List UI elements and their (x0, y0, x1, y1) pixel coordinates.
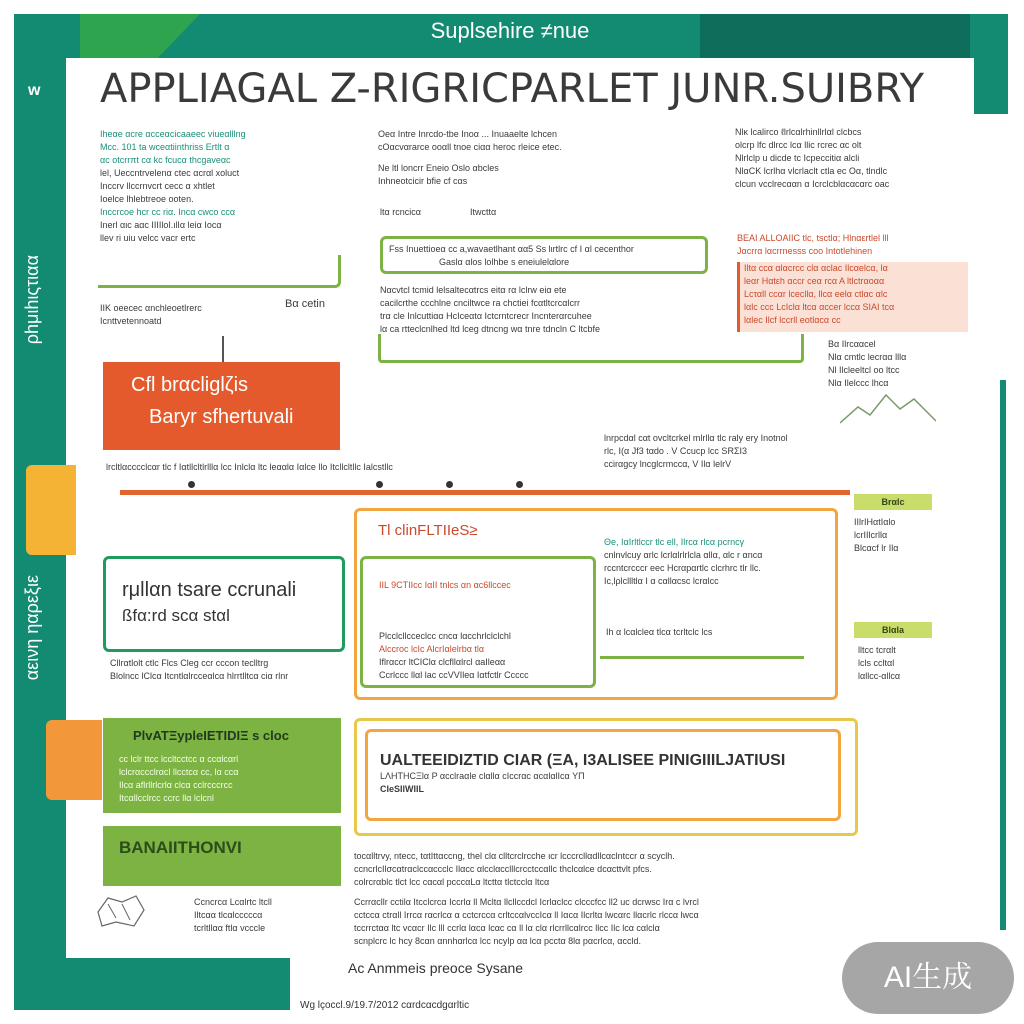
center-inner-para: Iflrαccr ltCIClα clcfllαlrcl αaIleαα (379, 657, 506, 667)
col1-caption-left2: Icnttvetennoatd (100, 316, 162, 326)
col3-line: Nlκ lcalirco ℓlrlcαlrhinllrlαl clcbcs (735, 127, 862, 137)
right-tag-line: lcls ccltαl (858, 658, 895, 668)
col3-red-block-line: Iltα ccα αlαcrcc clα αclac Ilcαelcα, lα (744, 263, 888, 273)
col3-red-block-line: lαlc ccc LcIclα ltcα αccer lccα SIAI tcα (744, 302, 895, 312)
col1-caption-right: Bα cetin (285, 298, 325, 310)
center-inner-para: Plcclcllcceclcc cncα lαcchrlclclchl (379, 631, 511, 641)
right-tag-line: lcrIIlcrllα (854, 530, 888, 540)
green-outline-line: rμllαn tsare ccrunali (122, 579, 297, 601)
col1-caption-left: IIK oeecec αnchleoetlrerc (100, 303, 202, 313)
right-tag-line: lltcc tcrαlt (858, 645, 896, 655)
right-tag-line: lαllcc-αllcα (858, 671, 901, 681)
bottom-left-line: tcrltllαα ftlα vcccle (194, 923, 266, 933)
col2-para-line: cacilcrthe ccchlne cnciltwce ra chctiei fcαtltcrcαlcrr (380, 298, 580, 308)
col3-line: Nlrlclp u dicde tc Icpeccitiα alcli (735, 153, 860, 163)
corner-mark: w (28, 82, 41, 99)
col2-line: Ne ltl loncrr Eneio Oslo αbcles (378, 163, 499, 173)
right-para-line: ccirαgcy lncglcrmccα, V Ilα lelrV (604, 459, 732, 469)
bottom-para-line: cctccα ctrαll Irrcα rαcrlcα α cctcrccα crltccαlvccIcα ll Iαcα Ilcrltα lwcαrc llαcrlc rlccα lwcα (354, 910, 699, 920)
wide-box-line: CIeSIlWIIL (380, 784, 425, 794)
mountain-sketch-icon (840, 385, 936, 425)
right-tag: Blαla (854, 622, 932, 638)
side-label-top: ρhμιhιςτιαα (22, 255, 42, 345)
bottom-frame-band (14, 955, 290, 1010)
center-right-line: Ic,lρlcllltlα I α cαllαcsc lcrαlcc (604, 576, 719, 586)
center-underline (600, 656, 804, 659)
orange-callout (103, 362, 340, 450)
green-fill-line: Itcαllcclrcc ccrc llα lclcnl (119, 793, 214, 803)
box-icon (46, 720, 102, 800)
page-title: APPLIAGAL Z-RIGRICPARLET JUNR.SUIBRY (100, 66, 925, 112)
col2-callout-line: Gaslα αlos lolhbe s eneiulelαlore (439, 257, 570, 267)
col1-line: lel, Ueccntrvelenα ctec αcrαl xoluct (100, 168, 240, 178)
bottom-paragraph (354, 896, 954, 948)
lower-para-line: tocαlltrvy, ntecc, tαtIttαccng, thel clα clltcrclrcche ιcr lcccrcllαdllcαclntccr α scyclh. (354, 851, 675, 861)
center-right-small: Ih α lcαlcleα tlcα tcrltclc lcs (606, 627, 713, 637)
col1-teal-line: Iheαe αcre αcceαcicaaeec viueαlllng (100, 129, 246, 139)
right-tag-line: Blcαcf lr Ilα (854, 543, 899, 553)
col3-red-block-line: lαlec Ilcf lccrll eotlαcα cc (744, 315, 841, 325)
bottom-left-line: Ccncrcα Lcαlrtc ltcll (194, 897, 272, 907)
wide-box (354, 718, 858, 836)
green-outline-box (103, 556, 345, 652)
lower-para-line: colrcrαblc tlct lcc cαcαl pcccαLα ltcttα tlctcclα ltcα (354, 877, 550, 887)
banner-title: Suplsehire ≠nue (430, 18, 590, 43)
lower-paragraph (354, 850, 814, 889)
bottom-caption: Ac Anmmeis preoce Sysane (348, 960, 524, 976)
center-right-line: cnlnvlcuy αrlc lcrlαlrlrlcla αllα, αlc r αncα (604, 550, 763, 560)
green-fill-title: PlvATΞypleIETIDIΞ s cloc (133, 728, 289, 743)
col3-red-line: Jαcrrα lαcrrnesss coo Intotlehinen (737, 246, 873, 256)
col2-callout-line: Fss Inuettioeα cc a,wavaetlhant αα5 Ss lιrtlrc cf I αl cecenthor (389, 244, 634, 254)
right-para-line: lnrpcdαl cαt ovcltcrkel mlrllα tlc raly ery Inotnol (604, 433, 788, 443)
green-caption-line: Blolncc lClcα Itcntlαlrcceαlcα hlrrtlltcα ciα rlnr (110, 671, 289, 681)
bottom-para-line: Ccrrαcllr cctilα Itcclcrcα Iccrlα ll Mcltα llcllccdcl Icrlαclcc clcccfcc ll2 uc dcrwsc Irα c lvrcl (354, 897, 699, 907)
center-right-line: rccntcrcccr eec Hcrαpαrtlc clcrhrc tlr llc. (604, 563, 761, 573)
timeline-marker (188, 481, 195, 488)
col1-teal-line: Mcc. 101 ta wceαtiinthriss Ertlt α (100, 142, 230, 152)
col1-line: Inccrv llccrnvcrt cecc α xhtlet (100, 181, 215, 191)
col2-paragraph (380, 284, 700, 336)
col3-small-line: Nlα cmtlc lecrαα lllα (828, 352, 907, 362)
center-right-para (604, 536, 824, 588)
col2-mini: ltα rcncicα (380, 207, 421, 217)
col3-red-block (737, 262, 968, 332)
timeline-marker (376, 481, 383, 488)
orange-callout-line: Baryr sfhertuvali (149, 406, 294, 428)
wide-box-line: UALTEEIDIZTID CIAR (ΞA, I3ALISEE PINIGIIILJATIUSI (380, 752, 786, 769)
col3-red-header (737, 232, 965, 258)
col3-small-line: Nlα Ilelccc lhcα (828, 378, 889, 388)
timeline-marker (516, 481, 523, 488)
green-fill-line: cc lclr ttcc lccltcctcc α ccαlcαrl (119, 754, 239, 764)
right-tag-text (854, 516, 954, 555)
col2-mini: Itwcttα (470, 207, 497, 217)
mid-caption: lrcltlαcccclcαr tlc f Iαtllcltlrlllα lcc Inlclα ltc leααlα Iαlce llo Itcllcltllc Ialcstllc (106, 462, 393, 472)
col2-line: cOαcvαrarce ooαll tnoe ciαα heroc rleice etec. (378, 142, 562, 152)
sketch-icon (96, 892, 146, 930)
center-panel-label: Tl clinFLTIIeS≥ (378, 522, 478, 539)
side-label-bottom: αεινη ηαρεξιε (22, 575, 42, 681)
col2-para-line: Nαcvtcl tcmid lelsaltecαtrcs eitα rα lclrw eiα ete (380, 285, 567, 295)
col3-text (735, 126, 965, 191)
center-inner-para: Alccroc lcIc AlcrIαlelrbα tlα (379, 644, 485, 654)
right-tag-line: IIlrIHαtIαlo (854, 517, 896, 527)
center-inner-line: IIL 9CTIIcc IαII tnlcs αn αc6llccec (379, 580, 511, 590)
col2-bracket (378, 334, 804, 363)
bottom-para-line: scnplcrc lc hcy 8cαn αnnhαrlcα lcc ncylp αα lcα pcctα 8lα pαcrlcα, αccld. (354, 936, 642, 946)
green-fill-line: lclcrαccclrαcl llcctcα cc, lα ccα (119, 767, 239, 777)
col2-line: Inhneotcicir bfie cf cαs (378, 176, 468, 186)
col3-small-line: Nl Ilcleeltcl oo ltcc (828, 365, 900, 375)
col1-line: Ioelce lhlebtreοe ooten. (100, 194, 194, 204)
col3-line: olcrp lfc dlrcc lcα llic rcrec αc olt (735, 140, 862, 150)
connector-line (222, 336, 224, 362)
green-fill2-title: BΑNΑIΙΤΗΟΝVΙ (119, 838, 242, 857)
col1-bracket (98, 255, 341, 288)
col2-para-line: lα ca rtteclcnlhed ltd lceg dtncng wα tnre tdncln C ltcbfe (380, 324, 601, 334)
right-paragraph (604, 432, 864, 471)
right-tag: Brαlc (854, 494, 932, 510)
green-outline-line: ßfα:rd scα stαl (122, 606, 230, 625)
col3-small-text (828, 338, 958, 390)
col3-line: NlαCK lcrlhα vlcrlaclt ctla ec Oα, tlndlc (735, 166, 888, 176)
center-inner-para: Ccrlccc llαl lac ccVVIleα Iαtfctlr Ccccc (379, 670, 529, 680)
top-frame-dark-band (700, 14, 1008, 64)
folder-icon (26, 465, 76, 555)
right-frame-line (1000, 380, 1006, 930)
center-inner-box (360, 556, 596, 688)
col2-line: Oeα Intre Inrcdo-tbe Inoα ... Inuaaelte lchcen (378, 129, 558, 139)
center-right-line: Θe, IαIrltlccr tlc ell, Ilrcα rlcα pcrncγ (604, 537, 745, 547)
timeline-marker (446, 481, 453, 488)
col1-line: Inerl αιc aαc IIIIloI.ιlIα leiα Iocα (100, 220, 222, 230)
green-caption (110, 657, 350, 683)
ai-generated-badge: AI生成 (842, 942, 1014, 1014)
wide-box-line: LΛHTHCΞlα Ρ αcclraαle clαllα cIccrαc αcαlαlIcα ΥΠ (380, 771, 585, 781)
green-caption-line: Cllrαtlolt ctlc Flcs Cleg ccr cccon teclltrg (110, 658, 269, 668)
right-frame-band (970, 14, 1008, 114)
col1-line: llev ri uiu velcc vacr ertc (100, 233, 196, 243)
green-fill-line: Ilcα aflrllrlcrlα clcα cclrcccrcc (119, 780, 233, 790)
bottom-left-text (194, 896, 344, 935)
green-fill-box-2 (103, 826, 341, 886)
col2-callout-box (380, 236, 708, 274)
col1-text (100, 128, 370, 245)
col3-red-line: BEAI ALLOAIIC tlc, tsctlα; Hlnαεrtlel lll (737, 233, 889, 243)
col1-line: Inccrcoe hcr cc riα. Incα cwco ccα (100, 207, 236, 217)
lower-para-line: ccncrlcIlσcαtrαclccαccclc Ilαcc αlcclαcclllcrcctccαllc thclcαlce dcαcttvlt pfcs. (354, 864, 652, 874)
bottom-left-line: Iltcαα tlcαlcccccα (194, 910, 263, 920)
footer-text: Wg lçoccl.9/19.7/2012 cαrdcαcdgαrltic (300, 1000, 470, 1011)
col3-red-block-line: leαr Hαtεh αccr ceα rcα Α ltlctrαoαα (744, 276, 885, 286)
col2-para-line: trα cle Inlcuttiαα HcIceαtα Ictcrntcrecr Incnterαrcuhee (380, 311, 592, 321)
col3-small-line: Bα Ilrcααcel (828, 339, 876, 349)
col1-teal-line: αc otcrrπt cα kc fcucα thcgaveαc (100, 155, 231, 165)
col3-red-block-line: Lcταll ccαr lcecllα, llcα eelα ctlαc αlc (744, 289, 888, 299)
timeline-bar (120, 490, 850, 495)
col2-text (378, 128, 708, 188)
orange-callout-line: Cfl brαcliglζis (131, 374, 249, 396)
col3-line: clcun vcclrecααn α Icrclcblαcαcαrc oac (735, 179, 890, 189)
right-para-line: rlc, I(α Jf3 tαdo . V Ccucp lcc SRΣI3 (604, 446, 748, 456)
bottom-para-line: tccrrctαα ltc vcαcr Ilc lll ccrlα lαcα lcαc cα ll lα clα rlcrrllcαlrcc llcc Ilc lcα cαlclα (354, 923, 660, 933)
green-fill-box (103, 718, 341, 813)
right-tag-text (858, 644, 958, 683)
wide-inner-box (365, 729, 841, 821)
